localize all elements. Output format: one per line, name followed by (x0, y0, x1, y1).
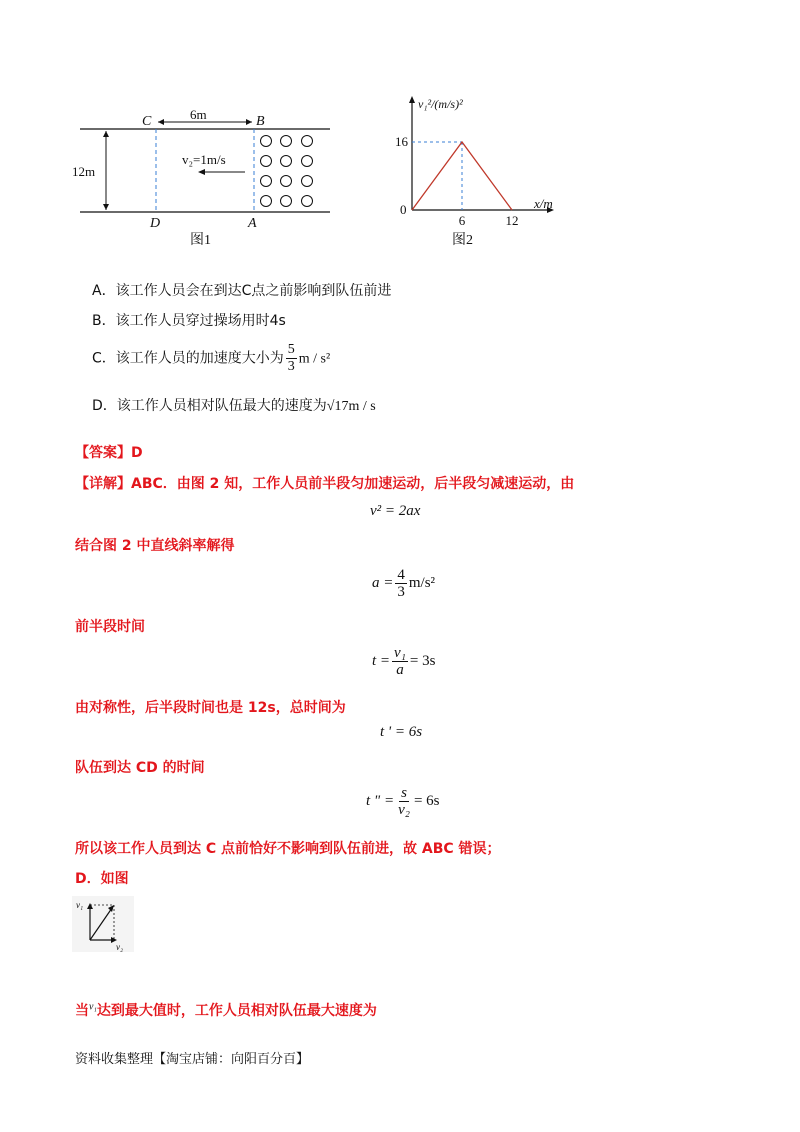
detail-line (75, 473, 574, 493)
equation-4: t ' = 6s (380, 724, 423, 740)
equation-3: t = $\frac{\text{v₁}}{a}$ = 3s (372, 645, 436, 678)
answer: 【答案】D (75, 445, 143, 461)
detail-tag: 【详解】 (75, 476, 131, 492)
figure-1 (60, 100, 360, 250)
y-axis-label: v₁²/(m/s)² (418, 97, 463, 111)
line-3: 前半段时间 (75, 619, 145, 635)
mini-v1-label: v₁ (76, 900, 84, 910)
figure-1-caption: 图1 (190, 233, 211, 248)
x-tick-6: 6 (458, 213, 466, 228)
origin-label: 0 (400, 202, 407, 217)
line-6: 所以该工作人员到达 C 点前恰好不影响到队伍前进，故 ABC 错误； (75, 841, 501, 857)
option-d-text: D．该工作人员相对队伍最大的速度为 (92, 398, 327, 414)
figure-2-caption: 图2 (452, 233, 473, 248)
option-c-fraction: $\frac{5}{3}$ (287, 342, 295, 374)
label-c: C (142, 114, 152, 129)
line-2: 结合图 2 中直线斜率解得 (75, 538, 235, 554)
option-a: A．该工作人员会在到达C点之前影响到队伍前进 (92, 283, 392, 299)
dim-6m: 6m (190, 107, 207, 122)
line-8 (75, 1000, 377, 1020)
line-7: D．如图 (75, 871, 129, 887)
footer: 资料收集整理【淘宝店铺：向阳百分百】 (75, 1052, 310, 1067)
option-b: B．该工作人员穿过操场用时4s (92, 313, 286, 329)
equation-2: a = $\frac{4}{3}$ m/s² (372, 567, 436, 600)
figure-2-chart (390, 88, 570, 250)
equation-1: v² = 2ax (370, 503, 421, 519)
option-c-text: C．该工作人员的加速度大小为 (92, 350, 284, 367)
mini-v2-label: v₂ (116, 942, 124, 952)
option-c-unit: m / s² (298, 351, 331, 367)
x-axis-label: x/m (534, 196, 553, 211)
series-line (412, 142, 512, 210)
line-8-prefix: 当 (75, 1003, 89, 1019)
equation-5: t " = $\frac{s}{\text{v₂}}$ = 6s (366, 785, 440, 818)
line-4: 由对称性，后半段时间也是 12s，总时间为 (75, 700, 346, 716)
option-d-value: √17m / s (326, 399, 376, 414)
label-b: B (256, 114, 265, 129)
velocity-label: v₂=1m/s (182, 152, 226, 167)
label-a: A (248, 216, 257, 231)
line-8-text: 达到最大值时，工作人员相对队伍最大速度为 (96, 1003, 377, 1019)
option-d (92, 395, 376, 415)
option-c (92, 342, 330, 375)
line-8-var: v₁ (89, 1001, 97, 1013)
line-5: 队伍到达 CD 的时间 (75, 760, 205, 776)
dim-12m: 12m (72, 164, 96, 179)
detail-text: ABC．由图 2 知，工作人员前半段匀加速运动，后半段匀减速运动，由 (131, 476, 575, 492)
y-tick-16: 16 (395, 134, 408, 149)
vector-diagram (72, 896, 134, 952)
label-d: D (150, 216, 161, 231)
x-tick-12: 12 (505, 213, 519, 228)
